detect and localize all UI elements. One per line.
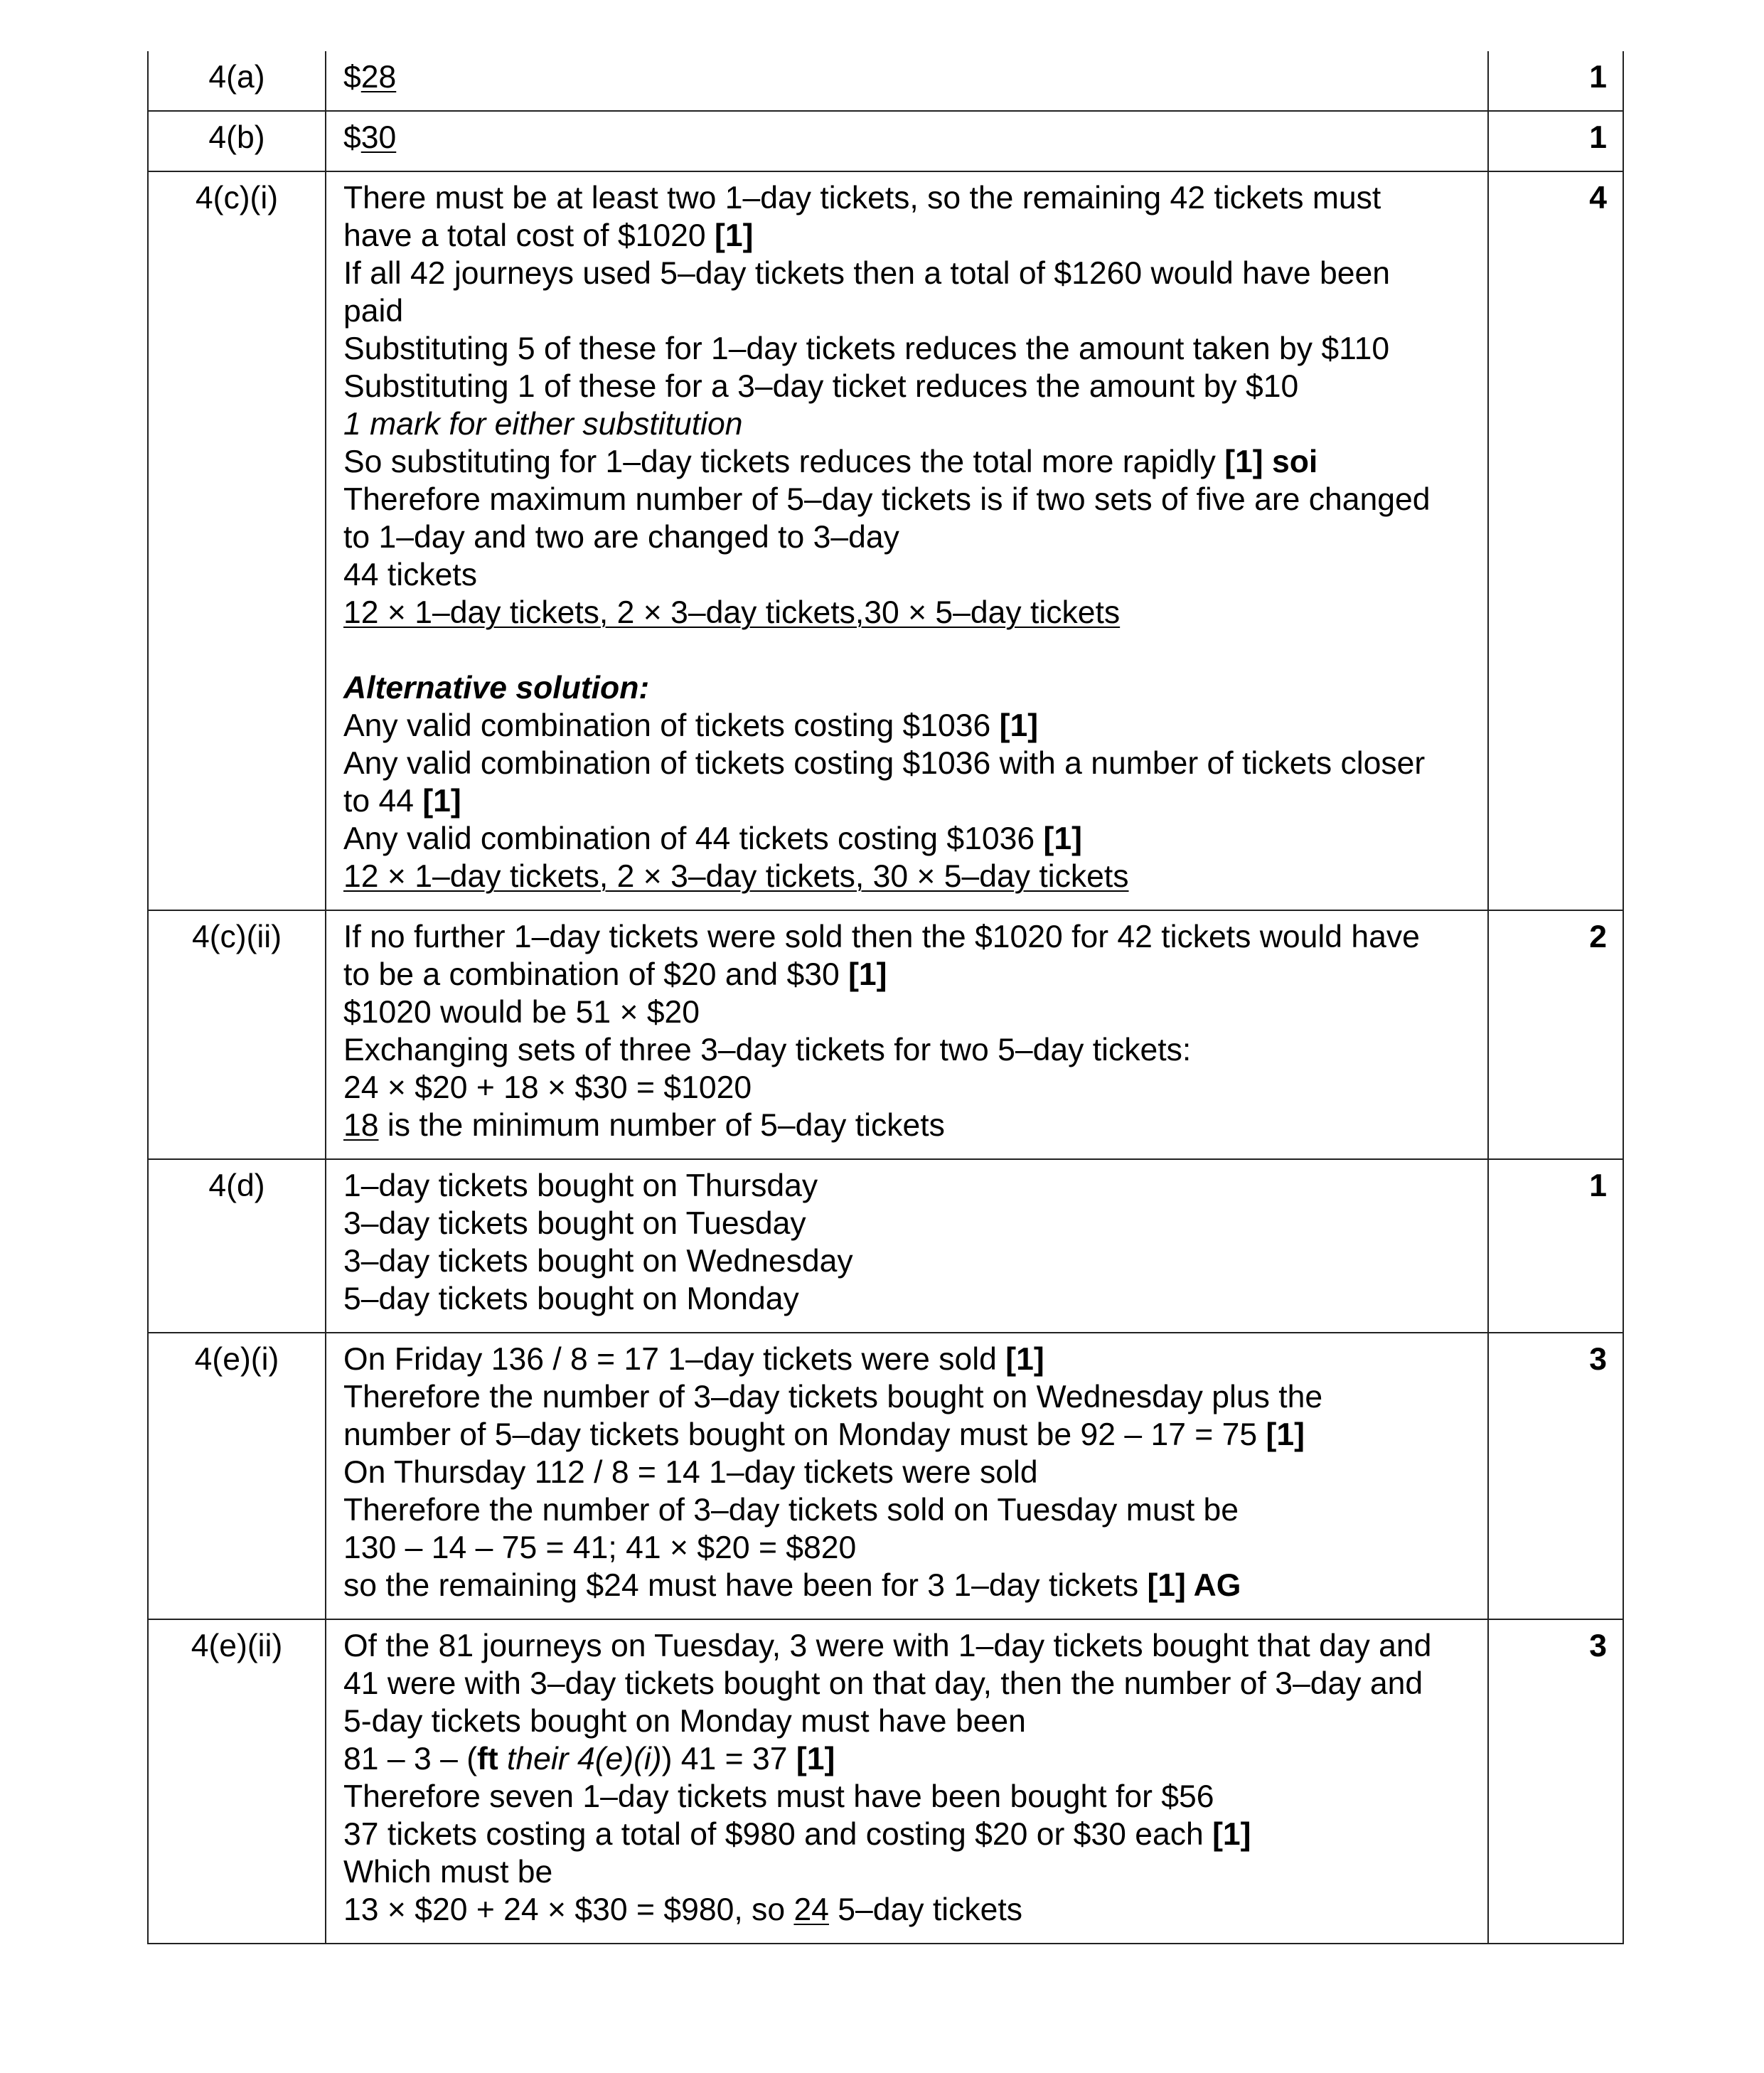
answer-line: $30 [343,120,397,155]
answer-cell [326,111,1488,171]
answer-line: 44 tickets [343,558,477,592]
mark-annotation: [1] [1212,1817,1251,1852]
mark-annotation: [1] [796,1742,835,1776]
table-row [148,51,1623,111]
answer-line: Of the 81 journeys on Tuesday, 3 were with 1–day tickets bought that day and [343,1629,1432,1663]
answer-line: On Thursday 112 / 8 = 14 1–day tickets were sold [343,1455,1038,1490]
answer-cell [326,51,1488,111]
mark-annotation: [1] [1043,821,1082,856]
answer-line: 24 × $20 + 18 × $30 = $1020 [343,1070,752,1105]
answer-line: $1020 would be 51 × $20 [343,995,700,1030]
follow-through-marker: ft [477,1742,498,1776]
answer-cell [326,910,1488,1159]
answer-line [343,858,1472,895]
answer-line: Any valid combination of 44 tickets costing $1036 [1] [343,821,1082,856]
answer-cell [326,1159,1488,1333]
answer-line: 3–day tickets bought on Wednesday [343,1244,853,1279]
question-number: 4(e)(ii) [148,1619,326,1944]
answer-line: There must be at least two 1–day tickets, so the remaining 42 tickets must [343,181,1381,215]
answer-line: Which must be [343,1855,553,1890]
spacer [343,632,1472,669]
answer-line: Therefore the number of 3–day tickets bought on Wednesday plus the [343,1380,1323,1414]
final-answer: 30 [360,120,397,155]
mark-annotation: [1] AG [1147,1568,1241,1603]
question-number: 4(c)(ii) [148,910,326,1159]
answer-line: 3–day tickets bought on Tuesday [343,1206,806,1241]
answer-line: Therefore seven 1–day tickets must have been bought for $56 [343,1779,1214,1814]
mark-annotation: [1] [848,957,887,992]
answer-line: 13 × $20 + 24 × $30 = $980, so 24 5–day tickets [343,1892,1023,1927]
marks-cell: 1 [1488,51,1623,111]
answer-line: On Friday 136 / 8 = 17 1–day tickets were sold [1] [343,1342,1044,1377]
marks-cell: 1 [1488,111,1623,171]
answer-line [343,594,1472,632]
answer-line: 5-day tickets bought on Monday must have been [343,1704,1026,1739]
answer-line: Any valid combination of tickets costing $1036 with a number of tickets closer [343,746,1426,781]
mark-annotation: [1] [999,708,1039,743]
answer-line: number of 5–day tickets bought on Monday must be 92 – 17 = 75 [1] [343,1417,1305,1452]
answer-line: Substituting 1 of these for a 3–day ticket reduces the amount by $10 [343,369,1299,404]
answer-line: to 44 [1] [343,784,461,819]
answer-line: If no further 1–day tickets were sold then the $1020 for 42 tickets would have [343,920,1420,954]
answer-line: Therefore the number of 3–day tickets sold on Tuesday must be [343,1493,1239,1528]
final-answer: 24 [793,1892,829,1927]
question-number: 4(d) [148,1159,326,1333]
marks-cell: 1 [1488,1159,1623,1333]
marks-cell: 3 [1488,1333,1623,1619]
marks-cell: 4 [1488,171,1623,910]
answer-line: $28 [343,60,397,95]
answer-line: to be a combination of $20 and $30 [1] [343,957,887,992]
table-row [148,1159,1623,1333]
answer-line: 41 were with 3–day tickets bought on that day, then the number of 3–day and [343,1666,1423,1701]
answer-line: Any valid combination of tickets costing $1036 [1] [343,708,1039,743]
answer-line: Therefore maximum number of 5–day tickets is if two sets of five are changed [343,482,1431,517]
question-number: 4(e)(i) [148,1333,326,1619]
table-row [148,171,1623,910]
answer-line: 1–day tickets bought on Thursday [343,1168,818,1203]
table-row [148,910,1623,1159]
answer-line: If all 42 journeys used 5–day tickets then a total of $1260 would have been [343,256,1390,291]
answer-line: have a total cost of $1020 [1] [343,218,754,253]
answer-line: Exchanging sets of three 3–day tickets for two 5–day tickets: [343,1033,1192,1067]
answer-line: 81 – 3 – (ft their 4(e)(i)) 41 = 37 [1] [343,1742,835,1776]
answer-line: 5–day tickets bought on Monday [343,1281,799,1316]
mark-annotation: [1] [422,784,461,819]
table-row [148,1619,1623,1944]
marks-cell: 3 [1488,1619,1623,1944]
final-answer: 18 [343,1108,379,1143]
answer-cell [326,1619,1488,1944]
answer-line: So substituting for 1–day tickets reduces the total more rapidly [1] soi [343,444,1318,479]
answer-cell [326,171,1488,910]
alternative-heading: Alternative solution: [343,671,650,705]
mark-scheme-table [147,51,1624,1944]
answer-line: 37 tickets costing a total of $980 and costing $20 or $30 each [1] [343,1817,1251,1852]
final-answer: 12 × 1–day tickets, 2 × 3–day tickets,30 × 5–day tickets [343,595,1121,630]
marking-note: 1 mark for either substitution [343,407,743,442]
mark-annotation: [1] [1005,1342,1044,1377]
answer-line: Substituting 5 of these for 1–day tickets reduces the amount taken by $110 [343,331,1390,366]
answer-line: paid [343,294,404,329]
final-answer: 12 × 1–day tickets, 2 × 3–day tickets, 30 × 5–day tickets [343,859,1129,894]
answer-line: 130 – 14 – 75 = 41; 41 × $20 = $820 [343,1530,857,1565]
marks-cell: 2 [1488,910,1623,1159]
final-answer: 28 [360,60,397,95]
mark-annotation: [1] soi [1224,444,1318,479]
table-row [148,1333,1623,1619]
question-number: 4(a) [148,51,326,111]
answer-line: to 1–day and two are changed to 3–day [343,520,899,555]
answer-line: so the remaining $24 must have been for 3 1–day tickets [1] AG [343,1568,1241,1603]
table-row [148,111,1623,171]
answer-cell [326,1333,1488,1619]
mark-annotation: [1] [1266,1417,1305,1452]
mark-annotation: [1] [715,218,754,253]
question-number: 4(b) [148,111,326,171]
answer-line: 18 is the minimum number of 5–day tickets [343,1108,945,1143]
question-number: 4(c)(i) [148,171,326,910]
